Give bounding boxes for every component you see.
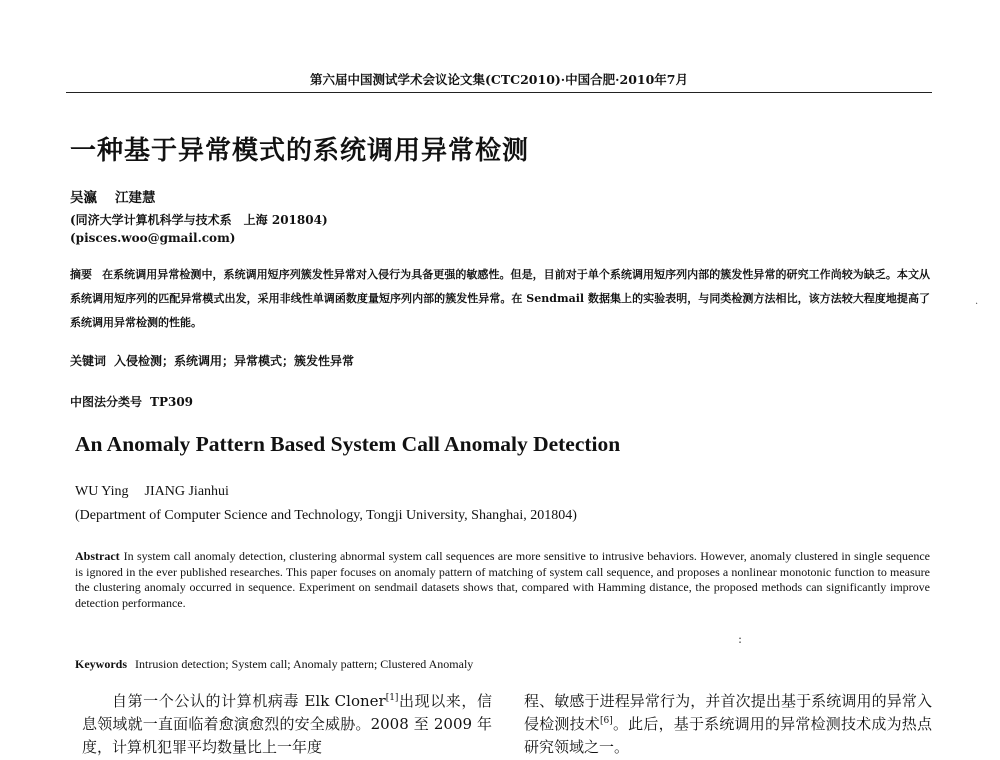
classification-number — [70, 393, 193, 410]
affiliation-en: (Department of Computer Science and Technology, Tongji University, Shanghai, 201804) — [75, 508, 577, 523]
keywords-en — [75, 657, 473, 672]
authors-cn — [70, 186, 156, 206]
body-right-post: 。此后，基于系统调用的异常检测技术成为热点研究领域之一。 — [524, 715, 932, 756]
author-cn-1: 吴瀛 — [70, 190, 97, 206]
citation-ref-6[interactable]: [6] — [600, 716, 613, 726]
abstract-en — [75, 549, 930, 611]
running-header: 第六届中国测试学术会议论文集(CTC2010)·中国合肥·2010年7月 — [309, 72, 688, 87]
body-column-right — [524, 690, 932, 759]
keywords-en-text: Intrusion detection; System call; Anomaly pattern; Clustered Anomaly — [135, 657, 474, 671]
author-en-1: WU Ying — [75, 484, 129, 499]
keywords-cn — [70, 352, 354, 369]
body-left-post: 出现以来，信息领域就一直面临着愈演愈烈的安全威胁。2008 至 2009 年度，计算机犯罪平均数量比上一年度 — [82, 692, 492, 756]
abstract-en-label: Abstract — [75, 549, 120, 563]
body-column-left — [82, 690, 492, 759]
body-left-pre: 自第一个公认的计算机病毒 Elk Cloner — [112, 692, 386, 710]
keywords-en-label: Keywords — [75, 657, 127, 671]
clc-value: TP309 — [150, 395, 194, 409]
abstract-cn-label: 摘要 — [70, 268, 93, 281]
citation-ref-1[interactable]: [1] — [385, 693, 399, 703]
paper-title-cn: 一种基于异常模式的系统调用异常检测 — [70, 136, 530, 166]
body-right-pre: 程、敏感于进程异常行为，并首次提出基于系统调用的异常入侵检测技术 — [524, 692, 932, 733]
clc-label: 中图法分类号 — [70, 395, 143, 409]
affiliation-cn: (同济大学计算机科学与技术系 上海 201804) — [70, 213, 328, 227]
abstract-en-text: In system call anomaly detection, clustering abnormal system call sequences are more sensitive to intrusive behaviors. However, anomaly clustered in single sequence is ignored in the ever published researches. This paper focuses on anomaly pattern of matching of system call sequence, and proposes a nonlinear monotonic function to measure the clustering anomaly occurred in sequence. Experiment on sendmail datasets shows that, compared with Hamming distance, the proposed methods can significantly improve detection performance. — [75, 549, 930, 610]
margin-dot: . — [975, 296, 979, 307]
header-rule — [66, 92, 932, 93]
authors-en — [75, 484, 229, 500]
abstract-cn — [70, 263, 930, 335]
abstract-cn-text: 在系统调用异常检测中，系统调用短序列簇发性异常对入侵行为具备更强的敏感性。但是，目前对于单个系统调用短序列内部的簇发性异常的研究工作尚较为缺乏。本文从系统调用短序列的匹配异常模式出发，采用非线性单调函数度量短序列内部的簇发性异常。在 Sendmail 数据集上的实验表明，与同类检测方法相比，该方法较大程度地提高了系统调用异常检测的性能。 — [70, 268, 931, 329]
margin-colon: : — [738, 632, 743, 646]
keywords-cn-label: 关键词 — [70, 354, 107, 368]
author-en-2: JIANG Jianhui — [144, 484, 229, 499]
paper-title-en: An Anomaly Pattern Based System Call Anomaly Detection — [75, 432, 621, 456]
author-cn-2: 江建慧 — [115, 190, 156, 206]
author-email: (pisces.woo@gmail.com) — [70, 231, 236, 245]
keywords-cn-text: 入侵检测；系统调用；异常模式；簇发性异常 — [114, 354, 355, 368]
